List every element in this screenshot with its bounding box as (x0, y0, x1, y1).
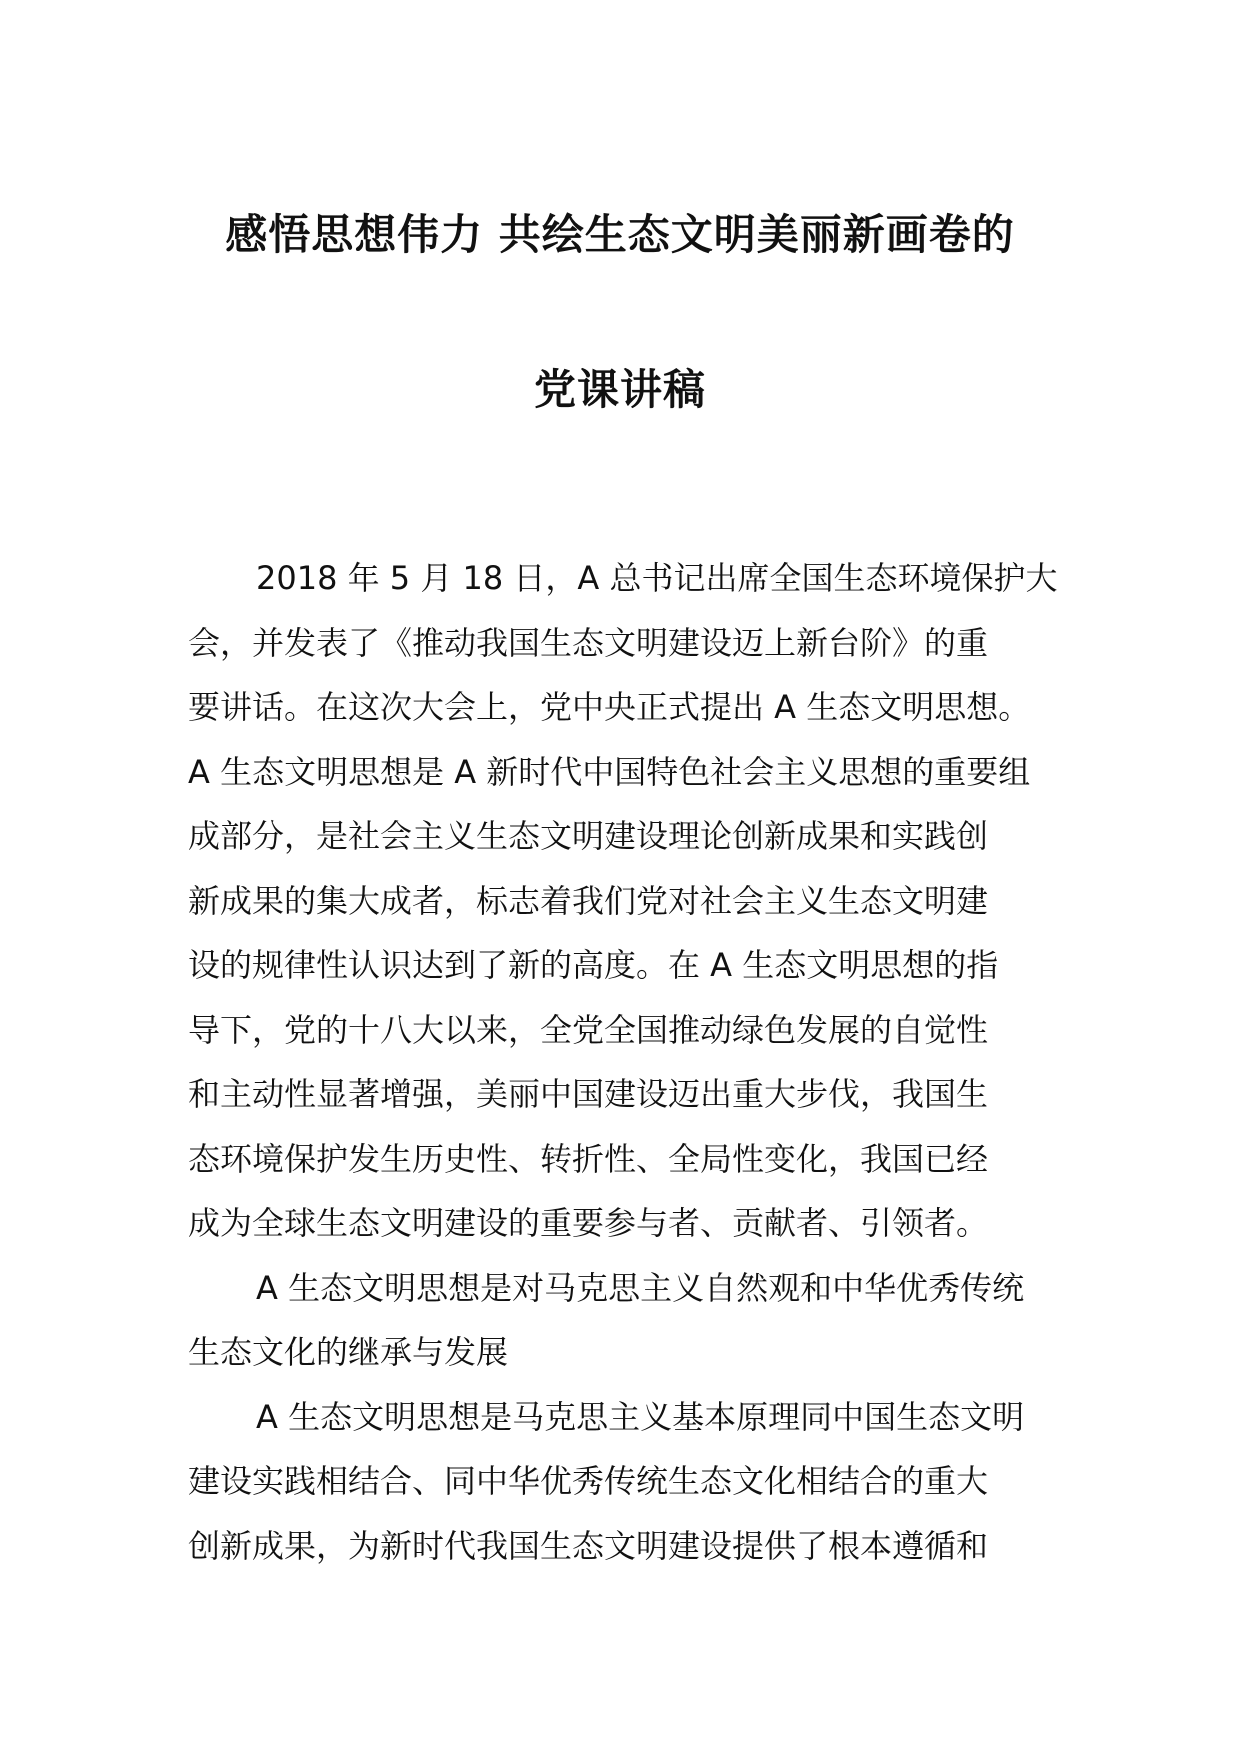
body-line: 导下，党的十八大以来，全党全国推动绿色发展的自觉性 (188, 1010, 989, 1049)
body-line: 态环境保护发生历史性、转折性、全局性变化，我国已经 (188, 1139, 989, 1178)
body-line: 建设实践相结合、同中华优秀传统生态文化相结合的重大 (188, 1462, 989, 1500)
body-line: 设的规律性认识达到了新的高度。在 A 生态文明思想的指 (188, 946, 999, 984)
body-line: 要讲话。在这次大会上，党中央正式提出 A 生态文明思想。 (188, 688, 1031, 726)
body-line: 新成果的集大成者，标志着我们党对社会主义生态文明建 (188, 881, 989, 920)
section-heading-line: A 生态文明思想是对马克思主义自然观和中华优秀传统 (256, 1268, 1025, 1307)
body-line: 和主动性显著增强，美丽中国建设迈出重大步伐，我国生 (188, 1075, 989, 1113)
body-line: 成为全球生态文明建设的重要参与者、贡献者、引领者。 (188, 1204, 989, 1242)
document-title-line-1: 感悟思想伟力 共绘生态文明美丽新画卷的 (225, 210, 1015, 259)
body-line: 成部分，是社会主义生态文明建设理论创新成果和实践创 (188, 817, 989, 855)
document-title-line-2: 党课讲稿 (533, 365, 706, 414)
body-line: 创新成果，为新时代我国生态文明建设提供了根本遵循和 (188, 1526, 989, 1565)
body-line: A 生态文明思想是马克思主义基本原理同中国生态文明 (256, 1397, 1025, 1436)
body-line: A 生态文明思想是 A 新时代中国特色社会主义思想的重要组 (188, 752, 1031, 791)
document-body (188, 546, 1060, 1578)
body-line: 2018 年 5 月 18 日，A 总书记出席全国生态环境保护大 (256, 559, 1058, 597)
body-line: 会，并发表了《推动我国生态文明建设迈上新台阶》的重 (188, 623, 989, 662)
section-heading-line: 生态文化的继承与发展 (188, 1333, 509, 1371)
